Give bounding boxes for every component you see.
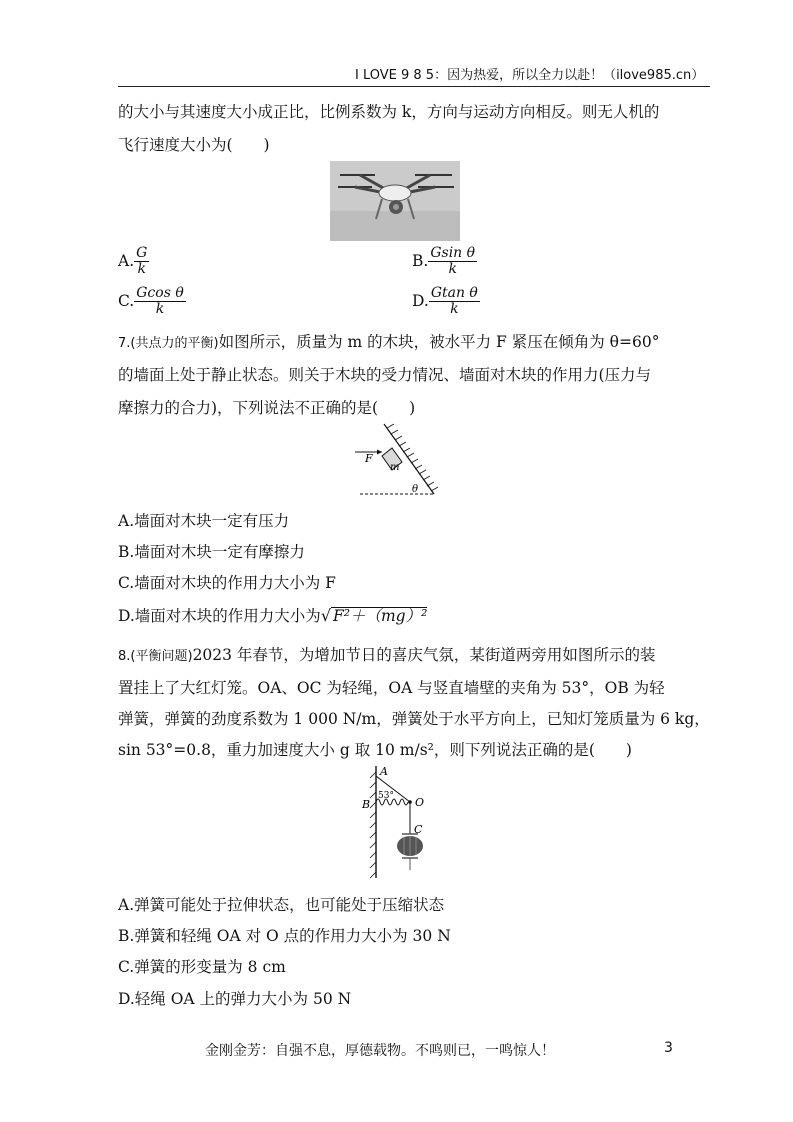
q8-option-d[interactable]: D.轻绳 OA 上的弹力大小为 50 N	[118, 990, 352, 1008]
header-rule	[118, 86, 710, 87]
q7-tag: 7.(共点力的平衡)	[118, 336, 219, 351]
q7-option-d-sqrt: F²＋（mg）²	[333, 607, 428, 625]
q6-option-a[interactable]: A. $\frac{G}{k}$	[118, 245, 148, 278]
q7-option-d[interactable]: D.墙面对木块的作用力大小为√ F²＋（mg）²	[118, 606, 428, 625]
q8-option-c[interactable]: C.弹簧的形变量为 8 cm	[118, 958, 286, 976]
q8-label-o: O	[415, 796, 425, 809]
q8-lantern-figure	[358, 762, 438, 880]
q8-label-angle: 53°	[378, 791, 394, 801]
page-footer-motto: 金刚金芳：自强不息，厚德载物。不鸣则已，一鸣惊人！	[205, 1043, 555, 1059]
q8-option-a[interactable]: A.弹簧可能处于拉伸状态，也可能处于压缩状态	[118, 896, 445, 914]
q7-label-m: m	[390, 462, 400, 473]
q7-label-f: F	[365, 452, 373, 465]
q6-option-b[interactable]: B. $\frac{\text{Gsin θ}}{k}$	[412, 245, 476, 278]
q8-line-2: 置挂上了大红灯笼。OA、OC 为轻绳，OA 与竖直墙壁的夹角为 53°，OB 为轻	[118, 679, 665, 697]
q7-line-1: 7.(共点力的平衡)如图所示，质量为 m 的木块，被水平力 F 紧压在倾角为 θ=60°	[118, 333, 660, 351]
page-number: 3	[664, 1040, 673, 1056]
q6-option-c[interactable]: C. $\frac{\text{Gcos θ}}{k}$	[118, 285, 184, 318]
q8-tag: 8.(平衡问题)	[118, 649, 193, 664]
q8-label-c: C	[414, 823, 423, 836]
drone-icon	[330, 161, 460, 241]
q7-option-c[interactable]: C.墙面对木块的作用力大小为 F	[118, 574, 336, 592]
q8-option-b[interactable]: B.弹簧和轻绳 OA 对 O 点的作用力大小为 30 N	[118, 927, 451, 945]
q8-line-4: sin 53°=0.8，重力加速度大小 g 取 10 m/s²，则下列说法正确的是( )	[118, 741, 632, 759]
q6-line-1: 的大小与其速度大小成正比，比例系数为 k，方向与运动方向相反。则无人机的	[118, 103, 660, 121]
drone-photo	[330, 161, 460, 241]
page-header: I LOVE 9 8 5：因为热爱，所以全力以赴！（ilove985.cn）	[355, 68, 705, 83]
q6-option-d[interactable]: D. $\frac{\text{Gtan θ}}{k}$	[412, 285, 478, 318]
q8-line-1: 8.(平衡问题)2023 年春节，为增加节日的喜庆气氛，某街道两旁用如图所示的装	[118, 646, 656, 664]
q7-wall-block-figure	[350, 420, 442, 498]
q7-option-a[interactable]: A.墙面对木块一定有压力	[118, 512, 290, 530]
q6-line-2: 飞行速度大小为( )	[118, 136, 270, 154]
q7-line-3: 摩擦力的合力)，下列说法不正确的是( )	[118, 399, 416, 417]
q8-line-3: 弹簧，弹簧的劲度系数为 1 000 N/m，弹簧处于水平方向上，已知灯笼质量为 6 kg，	[118, 710, 710, 728]
q7-line-2: 的墙面上处于静止状态。则关于木块的受力情况、墙面对木块的作用力(压力与	[118, 366, 652, 384]
q7-label-theta: θ	[412, 484, 419, 495]
q7-option-b[interactable]: B.墙面对木块一定有摩擦力	[118, 543, 305, 561]
q8-label-a: A	[380, 765, 388, 778]
q8-label-b: B	[362, 798, 371, 811]
